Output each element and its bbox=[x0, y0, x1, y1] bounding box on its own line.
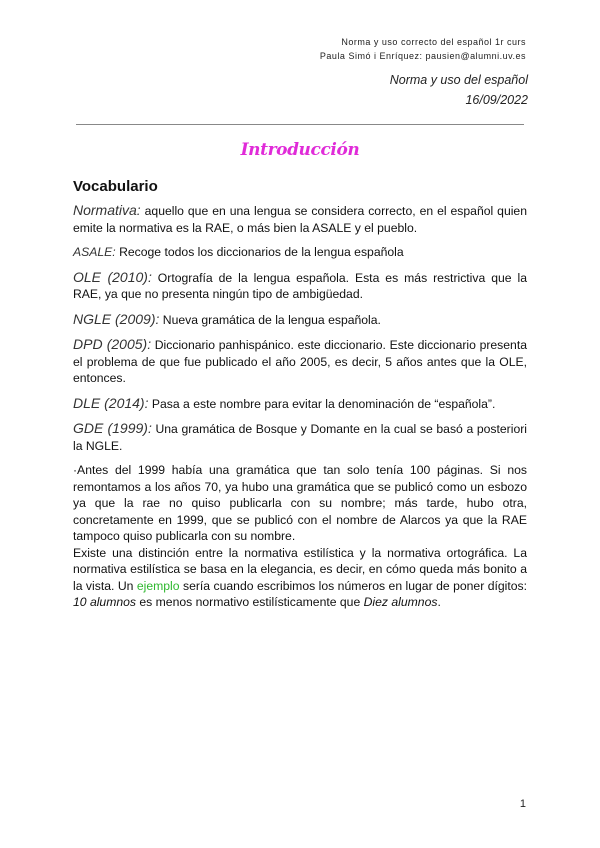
entry-text: Ortografía de la lengua española. Esta es más restrictiva que la RAE, ya que no presenta ningún tipo de ambigüedad. bbox=[73, 270, 528, 301]
page-title: Introducción bbox=[240, 140, 360, 160]
entry-text: Nueva gramática de la lengua española. bbox=[159, 312, 381, 327]
entry-text: Pasa a este nombre para evitar la denominación de “española”. bbox=[148, 396, 496, 411]
entry-text: aquello que en una lengua se considera correcto, en el español quien emite la normativa es la RAE, o más bien la ASALE y el pueblo. bbox=[73, 204, 527, 235]
example-digits: 10 alumnos bbox=[73, 595, 137, 609]
paragraph-history: ·Antes del 1999 había una gramática que tan solo tenía 100 páginas. Si nos remontamos a los años 70, ya hubo una gramática que se publicó como un esbozo ya que la rae no quiso publicarla con su nombre; más tarde, hubo otra, concretamente en 1999, que se publicó con el nombre de Alarcos ya que la RAE tampoco quiso publicarla con su nombre. bbox=[73, 463, 527, 543]
entry-dpd bbox=[73, 336, 527, 387]
paragraph-text: . bbox=[437, 595, 441, 609]
section-heading: Vocabulario bbox=[73, 178, 158, 195]
entry-term: DLE (2014): bbox=[73, 394, 149, 411]
entry-text: Diccionario panhispánico. este diccionario. Este diccionario presenta el problema de que fue publicado el año 2005, es decir, 5 años antes que la OLE, entonces. bbox=[73, 338, 527, 385]
entry-gde bbox=[73, 420, 527, 454]
entry-normativa bbox=[73, 202, 527, 236]
entry-text: Recoge todos los diccionarios de la lengua española bbox=[115, 245, 404, 259]
entry-term: Normativa: bbox=[73, 202, 141, 218]
entry-term: DPD (2005): bbox=[73, 336, 152, 352]
entry-term: OLE (2010): bbox=[73, 268, 152, 285]
paragraph-text: Existe una distinción entre la normativa estilística y la normativa ortográfica. La normativa estilística se basa en la elegancia, es decir, en cómo queda más bonito a la vista. Un bbox=[73, 545, 527, 593]
document-body bbox=[73, 202, 527, 619]
entry-term: ASALE: bbox=[73, 245, 116, 259]
paragraph-text: sería cuando escribimos los números en lugar de poner dígitos: bbox=[179, 578, 528, 593]
highlight-word: ejemplo bbox=[136, 578, 180, 593]
entry-ole bbox=[73, 269, 527, 303]
document-date: 16/09/2022 bbox=[465, 93, 528, 107]
example-words: Diez alumnos bbox=[363, 595, 438, 609]
entry-asale bbox=[73, 244, 527, 261]
page-number: 1 bbox=[519, 798, 526, 810]
entry-dle bbox=[73, 395, 527, 413]
entry-text: Una gramática de Bosque y Domante en la cual se basó a posteriori la NGLE. bbox=[73, 422, 527, 453]
header-course-line: Norma y uso correcto del español 1r curs bbox=[341, 37, 526, 47]
entry-term: GDE (1999): bbox=[73, 420, 152, 436]
paragraph-distinction bbox=[73, 545, 527, 611]
entry-ngle bbox=[73, 311, 527, 329]
entry-term: NGLE (2009): bbox=[73, 310, 160, 327]
header-author-line: Paula Simó i Enríquez: pausien@alumni.uv.es bbox=[319, 51, 526, 61]
document-subject: Norma y uso del español bbox=[389, 73, 528, 87]
header-divider bbox=[76, 124, 524, 125]
paragraph-text: es menos normativo estilísticamente que bbox=[136, 595, 364, 609]
